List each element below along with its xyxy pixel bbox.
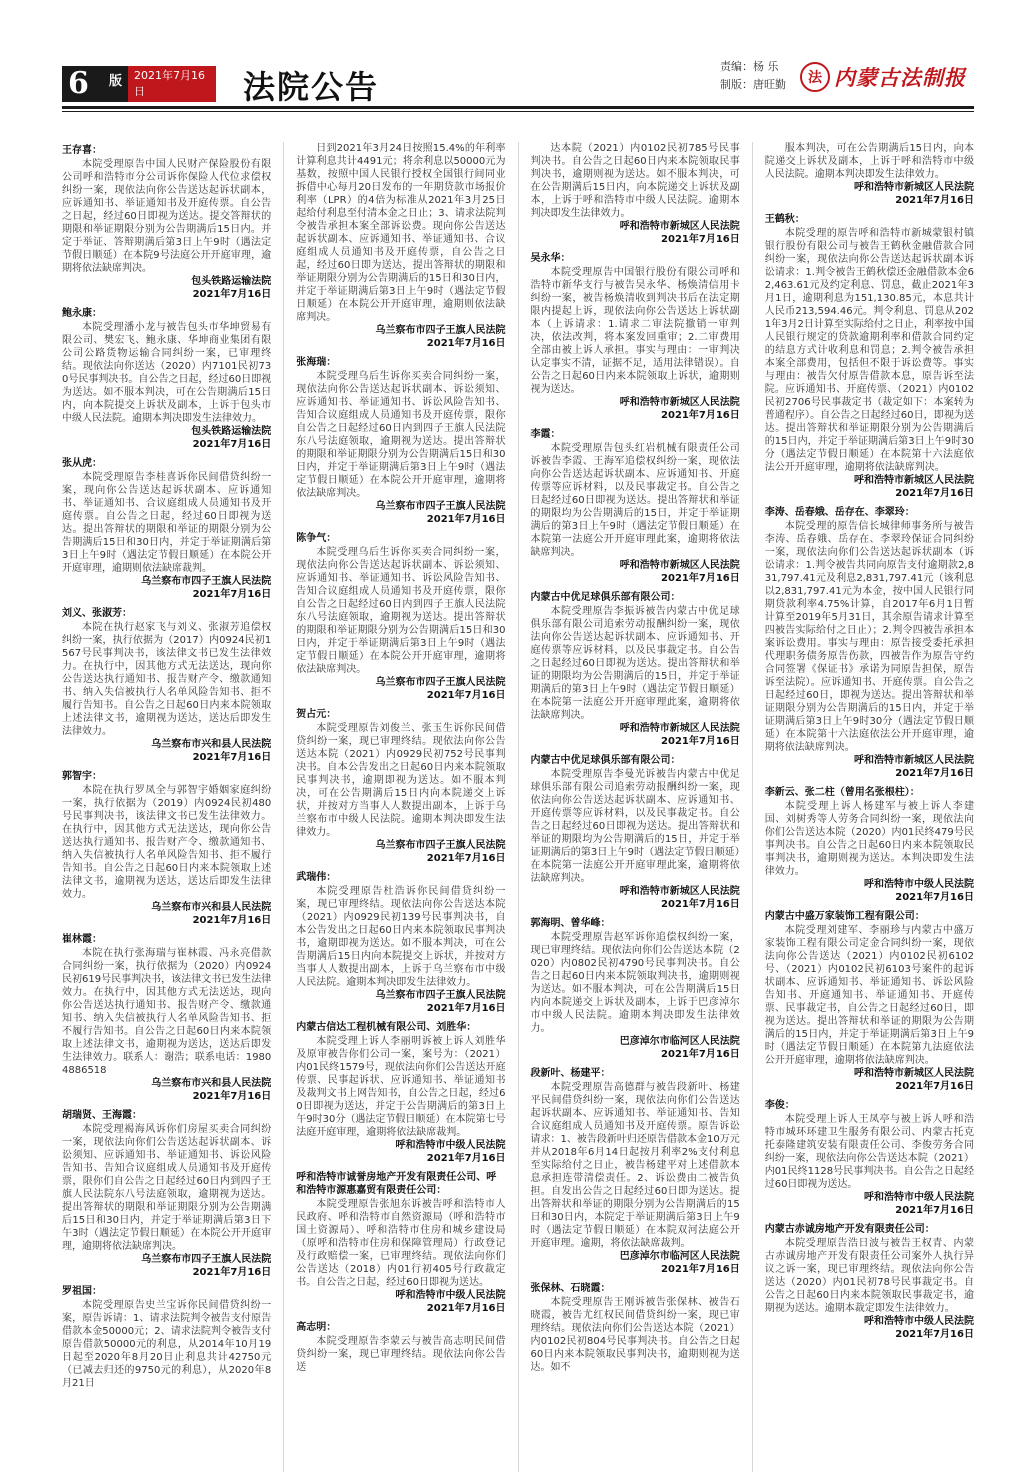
notice-court: 呼和浩特市新城区人民法院: [853, 182, 974, 193]
notice-addressee: 内蒙古中盛万家装饰工程有限公司：: [764, 911, 925, 922]
notice-date: 2021年7月16日: [895, 488, 974, 499]
notice-court: 呼和浩特市新城区人民法院: [619, 221, 740, 232]
notice-item: [530, 428, 739, 585]
notice-addressee: 鲍永康：: [62, 308, 102, 319]
notice-item: [530, 591, 739, 748]
notice-court: 呼和浩特市新城区人民法院: [853, 755, 974, 766]
notice-date: 2021年7月16日: [895, 1081, 974, 1092]
notice-item: [765, 213, 974, 500]
notice-addressee: 内蒙古信达工程机械有限公司、刘胜华：: [296, 1022, 477, 1033]
notice-date: 2021年7月16日: [661, 1264, 740, 1275]
notice-date: 2021年7月16日: [661, 573, 740, 584]
notice-court: 呼和浩特市中级人民法院: [395, 1290, 506, 1301]
notice-item: [765, 142, 974, 207]
issue-date-box: [128, 66, 216, 102]
column-separator: [283, 142, 284, 1472]
notice-item: [765, 786, 974, 904]
notice-item: [296, 532, 505, 702]
notice-item: [530, 1067, 739, 1276]
notice-body: 本院受理原告李曼光诉被告内蒙古中优足球俱乐部有限公司追索劳动报酬纠纷一案，现依法向你公告送达起诉状副本、应诉通知书、开庭传票等应诉材料，以及民事裁定书。自公告之日起经过60日即视为送达。提出答辩状和举证的期限均为公告期满后的15日，并定于举证期满后的第3日上午9时（遇法定节假日顺延）在本院第一法庭公开开庭审理此案，逾期将依法缺席判决。: [530, 769, 740, 884]
notice-item: [765, 1223, 974, 1341]
notice-addressee: 李俊：: [764, 1100, 795, 1111]
notice-body: 本院在执行罗凤全与郭智宇婚姻家庭纠纷一案，执行依据为（2019）内0924民初480号民事判决书，该法律文书已发生法律效力。在执行中，因其他方式无法送达，现向你公告送达执行通知书、报告财产令、缴款通知书、纳入失信被执行人名单风险告知书、拒不履行告知书。自公告之日起60日内来本院领取上述法律文书，逾期视为送达，送达后即发生法律效力。: [62, 785, 272, 900]
notice-date: 2021年7月16日: [426, 690, 506, 701]
notice-body: 本院受理原告史兰宝诉你民间借贷纠纷一案，原告诉请：1、请求法院判令被告支付原告借款本金50000元；2、请求法院判令被告支付原告借款50000元的利息，从2014年10月19日起至2020年8月20日止利息共计42750元（已减去归还的9750元的利息），从2020年8月21日: [62, 1300, 272, 1389]
notice-date: 2021年7月16日: [895, 1329, 974, 1340]
notice-court: 呼和浩特市新城区人民法院: [619, 397, 740, 408]
notice-addressee: 张保林、石晓霞：: [530, 1283, 611, 1294]
notice-date: 2021年7月16日: [426, 514, 506, 525]
notice-court: 呼和浩特市中级人民法院: [863, 1192, 974, 1203]
notice-court: 呼和浩特市新城区人民法院: [619, 886, 740, 897]
notice-item: [530, 1282, 739, 1374]
notice-court: 巴彦淖尔市临河区人民法院: [619, 1251, 740, 1262]
notice-addressee: 李新云、张二柱（曾用名张根柱）：: [764, 787, 920, 798]
notice-date: 2021年7月16日: [192, 439, 272, 450]
notice-column: [62, 142, 271, 1472]
notice-body: 本院受理原告李桂喜诉你民间借贷纠纷一案，现向你公告送达起诉状副本、应诉通知书、举证通知书、合议庭组成人员通知书及开庭传票。自公告之日起，经过60日即视为送达。提出答辩状的期限和举证的期限分别为公告期满后15日和30日内，并定于举证期满后第3日上午9时（遇法定节假日顺延）在本院公开开庭审理，逾期则依法缺席裁判。: [62, 472, 272, 574]
notice-body: 本院受理原告刘俊兰、张玉生诉你民间借贷纠纷一案，现已审理终结。现依法向你公告送达本院（2021）内0929民初752号民事判决书。自本公告发出之日起60日内来本院领取民事判决书，逾期即视为送达。如不服本判决，可在公告期满后15日内向本院递交上诉状，并按对方当事人人数提出副本，上诉于乌兰察布市中级人民法院。逾期本判决即发生法律效力。: [296, 723, 506, 838]
editor: 责编：杨 乐: [720, 60, 779, 73]
notice-body: 本院受理原告中国人民财产保险股份有限公司呼和浩特市分公司诉你保险人代位求偿权纠纷一案，现依法向你公告送达起诉状副本，应诉通知书、举证通知书及开庭传票。自公告之日起，经过60日即视为送达。提交答辩状的期限和举证期限分别为公告期满后15日内。并定于举证、答辩期满后第3日上午9时（遇法定节假日顺延）在本院9号法庭公开开庭审理，逾期将依法缺席判决。: [62, 159, 272, 274]
notice-addressee: 呼和浩特市诚誉房地产开发有限责任公司、呼和浩特市源惠嘉贸有限责任公司：: [296, 1172, 497, 1196]
notice-date: 2021年7月16日: [426, 1003, 506, 1014]
notice-item: [296, 142, 505, 350]
notice-item: [62, 1285, 271, 1390]
notice-court: 呼和浩特市新城区人民法院: [853, 1068, 974, 1079]
notice-date: 2021年7月16日: [895, 768, 974, 779]
notice-body: 日到2021年3月24日按照15.4%的年利率计算利息共计4491元；将余利息以50000元为基数，按照中国人民银行授权全国银行间同业拆借中心每月20日发布的一年期贷款市场报价利率（LPR）的4倍为标准从2021年3月25日起给付利息至付清本金之日止；3、请求法院判令被告承担本案全部诉讼费。现向你公告送达起诉状副本、应诉通知书、举证通知书、合议庭组成人员通知书及开庭传票，自公告之日起，经过60日即为送达，提出答辩状的期限和举证期限分别为公告期满后的15日和30日内，并定于举证期满后第3日上午9时（遇法定节假日顺延）在本院公开开庭审理，逾期则依法缺席判决。: [296, 143, 506, 323]
notice-court: 乌兰察布市四子王旗人民法院: [375, 990, 506, 1001]
notice-court: 呼和浩特市新城区人民法院: [619, 560, 740, 571]
column-separator: [518, 142, 519, 1472]
notice-court: 包头铁路运输法院: [191, 426, 272, 437]
masthead: [0, 0, 1024, 130]
notice-court: 乌兰察布市四子王旗人民法院: [141, 1254, 272, 1265]
notice-item: [62, 607, 271, 764]
notice-item: [530, 917, 739, 1061]
notice-date: 2021年7月16日: [661, 899, 740, 910]
notice-addressee: 郭智宇：: [62, 771, 102, 782]
notice-body: 本院受理原告中国银行股份有限公司呼和浩特市新华支行与被告吴永华、杨焕清信用卡纠纷一案，被告杨焕清收到判决书后在法定期限内提起上诉，现依法向你公告送达上诉状副本（上诉请求：1.请求二审法院撤销一审判决，依法改判，将本案发回重审；2.二审费用全部由被上诉人承担。事实与理由：一审判决认定事实不清，证据不足，适用法律错误）。自公告之日起60日内来本院领取上诉状，逾期则视为送达。: [530, 267, 740, 395]
notice-court: 乌兰察布市四子王旗人民法院: [375, 677, 506, 688]
notice-date: 2021年7月16日: [426, 1303, 506, 1314]
notice-date: 2021年7月16日: [192, 589, 272, 600]
notice-body: 本院受理原告李振诉被告内蒙古中优足球俱乐部有限公司追索劳动报酬纠纷一案，现依法向你公告送达起诉状副本、应诉通知书、开庭传票等应诉材料，以及民事裁定书。自公告之日起经过60日即视为送达。提出答辩状和举证的期限均为公告期满后的15日，并定于举证期满后的第3日上午9时（遇法定节假日顺延）在本院第一法庭公开开庭审理此案，逾期将依法缺席判决。: [530, 606, 740, 721]
notice-addressee: 高志明：: [296, 1322, 337, 1333]
notice-item: [530, 754, 739, 911]
notice-addressee: 张从虎：: [62, 458, 102, 469]
notice-court: 巴彦淖尔市临河区人民法院: [619, 1036, 740, 1047]
notice-body: 本院受理褐海风诉你们房屋买卖合同纠纷一案，现依法向你们公告送达起诉状副本、诉讼须知、应诉通知书、举证通知书、诉讼风险告知书、告知合议庭组成人员通知书及开庭传票，限你们自公告之日起经过60日内到四子王旗人民法院东八号法庭领取，逾期视为送达。提出答辩状的期限和举证期限分别为公告期满后15日和30日内，并定于举证期满后第3日下午3时（遇法定节假日顺延）在本院公开开庭审理，逾期将依法缺席判决。: [62, 1124, 272, 1252]
notice-court: 呼和浩特市中级人民法院: [863, 879, 974, 890]
notice-item: [530, 252, 739, 422]
notice-column: [296, 142, 505, 1472]
section-title: 法院公告: [243, 68, 380, 106]
notice-date: 2021年7月16日: [661, 1049, 740, 1060]
notice-item: [62, 933, 271, 1103]
notice-body: 本院受理刘建军、李丽珍与内蒙古中盛万家装饰工程有限公司定金合同纠纷一案，现依法向你公告送达（2021）内0102民初6102号、（2021）内0102民初6103号案件的起诉状副本、应诉通知书、举证通知书、诉讼风险告知书、开庭通知书、举证通知书、开庭传票、民事裁定书，自公告之日起经过60日，即视为送达。提出答辩状和举证的期限为公告期满后的15日内，并定于举证期满后第3日上午9时（遇法定节假日顺延）在本院第九法庭依法公开开庭审理，逾期将依法缺席判决。: [764, 925, 974, 1066]
notice-body: 本院受理潘小龙与被告包头市华坤贸易有限公司、樊宏飞、鲍永康、华坤商业集团有限公司公路货物运输合同纠纷一案，已审理终结。现依法向你送达（2020）内7101民初730号民事判决书。自公告之日起，经过60日即视为送达。如不服本判决，可在公告期满后15日内，向本院提交上诉状及副本，上诉于包头市中级人民法院。逾期本判决即发生法律效力。: [62, 322, 272, 424]
notice-body: 服本判决，可在公告期满后15日内，向本院递交上诉状及副本，上诉于呼和浩特市中级人民法院。逾期本判决即发生法律效力。: [764, 143, 974, 180]
notice-addressee: 王存喜：: [62, 145, 102, 156]
notice-body: 本院受理上诉人李丽明诉被上诉人刘胜华及原审被告你们公司一案，案号为：（2021）内01民终1579号，现依法向你们公告送达开庭传票、民事起诉状、应诉通知书、举证通知书及裁判文书上网告知书，自公告之日起，经过60日即视为送达，并定于公告期满后的第3日上午9时30分（遇法定节假日顺延）在本院第七号法庭开庭审理，逾期将依法缺席裁判。: [296, 1036, 506, 1138]
notice-item: [296, 1021, 505, 1165]
notice-date: 2021年7月16日: [192, 915, 272, 926]
notice-court: 乌兰察布市兴和县人民法院: [151, 1078, 272, 1089]
notice-date: 2021年7月16日: [661, 736, 740, 747]
notice-item: [296, 708, 505, 865]
notice-court: 呼和浩特市中级人民法院: [395, 1140, 506, 1151]
notice-body: 本院受理上诉人王凤亭与被上诉人呼和浩特市城环环建卫生服务有限公司、内蒙古托克托泰隆建筑安装有限责任公司、李俊劳务合同纠纷一案，现依法向你公告送达本院（2021）内01民终1128号民事判决书。自公告之日起经过60日即视为送达。: [764, 1114, 974, 1190]
notice-addressee: 胡瑞贤、王海霞：: [62, 1110, 142, 1121]
notice-body: 本院受理原告浩日波与被告王权青、内蒙古赤诚房地产开发有限责任公司案外人执行异议之诉一案，现已审理终结。现依法向你公告送达（2020）内01民初78号民事裁定书。自公告之日起60日内来本院领取民事裁定书，逾期视为送达。逾期本裁定即发生法律效力。: [764, 1238, 974, 1314]
notice-addressee: 陈争气：: [296, 533, 337, 544]
notice-body: 达本院（2021）内0102民初785号民事判决书。自公告之日起60日内来本院领取民事判决书，逾期则视为送达。如不服本判决，可在公告期满后15日内，向本院递交上诉状及副本，上诉于呼和浩特市中级人民法院。逾期本判决即发生法律效力。: [530, 143, 740, 219]
notice-date: 2021年7月16日: [426, 853, 506, 864]
notice-addressee: 贺占元：: [296, 709, 337, 720]
notice-item: [765, 1099, 974, 1217]
notice-body: 本院受理原告杜浩诉你民间借贷纠纷一案，现已审理终结。现依法向你公告送达本院（2021）内0929民初139号民事判决书，自本公告发出之日起60日内来本院领取民事判决书，逾期即视为送达。如不服本判决，可在公告期满后15日内向本院提交上诉状，并按对方当事人人数提出副本，上诉于乌兰察布市中级人民法院。逾期本判决即发生法律效力。: [296, 886, 506, 988]
notice-addressee: 李霞：: [530, 429, 561, 440]
notice-addressee: 王鹤秋：: [764, 214, 805, 225]
notice-item: [62, 770, 271, 927]
notice-body: 本院受理乌后生诉你买卖合同纠纷一案，现依法向你公告送达起诉状副本、诉讼须知、应诉通知书、举证通知书、诉讼风险告知书、告知合议庭组成人员通知书及开庭传票，限你自公告之日起经过60日内到四子王旗人民法院东八号法庭领取，逾期视为送达。提出答辩状的期限和举证期限分别为公告期满后15日和30日内，并定于举证期满后第3日上午9时（遇法定节假日顺延）在本院公开开庭审理，逾期将依法缺席判决。: [296, 547, 506, 675]
notice-date: 2021年7月16日: [895, 892, 974, 903]
notice-body: 本院受理上诉人杨建军与被上诉人李建国、刘树秀等人劳务合同纠纷一案，现依法向你们公告送达本院（2020）内01民终479号民事判决书。自公告之日起60日内来本院领取民事判决书，逾期则视为送达。本判决即发生法律效力。: [764, 801, 974, 877]
notice-item: [765, 910, 974, 1093]
notice-body: 本院受理原告包头红岩机械有限责任公司诉被告李霞、王海军追偿权纠纷一案，现依法向你公告送达起诉状副本、应诉通知书、开庭传票等应诉材料，以及民事裁定书。自公告之日起经过60日即视为送达。提出答辩状和举证的期限均为公告期满后的15日，并定于举证期满后的第3日上午9时（遇法定节假日顺延）在本院第一法庭公开开庭审理此案，逾期将依法缺席判决。: [530, 443, 740, 558]
notice-item: [62, 144, 271, 301]
notice-court: 包头铁路运输法院: [191, 276, 272, 287]
issue-date: 2021年7月16日: [134, 69, 205, 98]
notice-body: 本院受理的原告呼和浩特市新城蒙银村镇银行股份有限公司与被告王鹤秋金融借款合同纠纷一案，现依法向你公告送达起诉状副本诉讼请求：1.判令被告王鹤秋偿还金融借款本金62,463.61元及约定利息、罚息，截止2021年3月1日，逾期利息为151,130.85元，本息共计人民币213,594.46元。判令利息、罚息从2021年3月2日计算至实际给付之日止，利率按中国人民银行规定的贷款逾期利率和借款合同约定的结息方式计收利息和罚息；2.判令被告承担本案全部费用，包括但不限于诉讼费等。事实与理由：被告欠付原告借款本息，原告诉至法院。应诉通知书、开庭传票、（2021）内0102民初2706号民事裁定书（裁定如下：本案转为普通程序）。自公告之日起经过60日，即视为送达。提出答辩状和举证期限分别为公告期满后的15日内，并定于举证期满后第3日上午9时30分（遇法定节假日顺延）在本院第十六法庭依法公开开庭审理，逾期将依法缺席判决。: [764, 228, 974, 473]
notice-court: 呼和浩特市新城区人民法院: [853, 475, 974, 486]
notice-date: 2021年7月16日: [661, 410, 740, 421]
notice-body: 本院受理乌后生诉你买卖合同纠纷一案，现依法向你公告送达起诉状副本、诉讼须知、应诉通知书、举证通知书、诉讼风险告知书、告知合议庭组成人员通知书及开庭传票，限你自公告之日起经过60日内到四子王旗人民法院东八号法庭领取，逾期视为送达。提出答辩状的期限和举证期限分别为公告期满后15日和30日内，并定于举证期满后第3日上午9时（遇法定节假日顺延）在本院公开开庭审理，逾期将依法缺席判决。: [296, 371, 506, 499]
notice-item: [62, 1109, 271, 1279]
notice-court: 乌兰察布市四子王旗人民法院: [375, 325, 506, 336]
notice-court: 乌兰察布市兴和县人民法院: [151, 902, 272, 913]
notice-addressee: 段新叶、杨建平：: [530, 1068, 611, 1079]
notice-column: [530, 142, 739, 1472]
notice-item: [296, 1171, 505, 1315]
notice-body: 本院在执行张海瑞与崔林霞、冯永亮借款合同纠纷一案，执行依据为（2020）内0924民初619号民事判决书，该法律文书已发生法律效力。在执行中，因其他方式无法送达，现向你公告送达执行通知书、报告财产令、缴款通知书、纳入失信被执行人名单风险告知书、拒不履行告知书。自公告之日起60日内来本院领取上述法律文书，逾期视为送达，送达后即发生法律效力。联系人：谢浩；联系电话：19804886518: [62, 948, 272, 1076]
notice-date: 2021年7月16日: [426, 1153, 506, 1164]
header-rule-thick: [62, 106, 974, 109]
producer: 制版：唐旺勤: [720, 78, 786, 91]
notice-addressee: 张海瑞：: [296, 357, 337, 368]
notice-date: 2021年7月16日: [192, 1267, 272, 1278]
notice-body: 本院在执行赵家飞与刘义、张淑芳追偿权纠纷一案，执行依据为（2017）内0924民初1567号民事判决书，该法律文书已发生法律效力。在执行中，因其他方式无法送达，现向你公告送达执行通知书、报告财产令、缴款通知书、纳入失信被执行人名单风险告知书、拒不履行告知书。自公告之日起60日内来本院领取上述法律文书，逾期视为送达，送达后即发生法律效力。: [62, 622, 272, 737]
notice-body: 本院受理原告张旭东诉被告呼和浩特市人民政府、呼和浩特市自然资源局（呼和浩特市国土资源局）、呼和浩特市住房和城乡建设局（原呼和浩特市住房和保障管理局）行政登记及行政赔偿一案，已审理终结。现依法向你们公告送达（2018）内01行初405号行政裁定书。自公告之日起，经过60日即视为送达。: [296, 1199, 506, 1288]
notice-addressee: 罗祖国：: [62, 1286, 102, 1297]
notice-addressee: 内蒙古中优足球俱乐部有限公司：: [530, 592, 681, 603]
notice-date: 2021年7月16日: [895, 1205, 974, 1216]
notice-date: 2021年7月16日: [895, 195, 974, 206]
notice-court: 乌兰察布市四子王旗人民法院: [141, 576, 272, 587]
notice-item: [296, 871, 505, 1015]
notice-addressee: 崔林霞：: [62, 934, 102, 945]
brand-name: 内蒙古法制报: [834, 65, 966, 90]
notice-column: [765, 142, 974, 1472]
newspaper-brand: [800, 60, 990, 94]
notice-court: 乌兰察布市四子王旗人民法院: [375, 840, 506, 851]
notice-court: 乌兰察布市兴和县人民法院: [151, 739, 272, 750]
page-suffix: 版: [108, 74, 122, 89]
notice-body: 本院受理原告赵军诉你追偿权纠纷一案，现已审理终结。现依法向你们公告送达本院（2020）内0802民初4790号民事判决书。自公告之日起60日内来本院领取判决书，逾期则视为送达。如不服本判决，可在公告期满后15日内向本院递交上诉状及副本，上诉于巴彦淖尔市中级人民法院。逾期本判决即发生法律效力。: [530, 932, 740, 1034]
header-rule-thin: [62, 111, 974, 112]
notice-date: 2021年7月16日: [192, 1091, 272, 1102]
notice-date: 2021年7月16日: [426, 338, 506, 349]
notice-body: 本院受理原告王刚诉被告张保林、被告石晓霞，被告尤红权民间借贷纠纷一案，现已审理终结。现依法向你们公告送达本院（2021）内0102民初804号民事判决书。自公告之日起60日内来本院领取民事判决书，逾期则视为送达。如不: [530, 1297, 740, 1373]
editor-credits: [720, 58, 786, 94]
notice-court: 乌兰察布市四子王旗人民法院: [375, 501, 506, 512]
notice-date: 2021年7月16日: [192, 289, 272, 300]
page-number: 6: [68, 66, 89, 101]
notice-body: 本院受理原告李蒙云与被告高志明民间借贷纠纷一案，现已审理终结。现依法向你公告送: [296, 1336, 506, 1373]
notice-addressee: 李涛、岳春娥、岳存在、李翠玲：: [764, 507, 915, 518]
notice-addressee: 郭海明、曾华峰：: [530, 918, 611, 929]
column-separator: [752, 142, 753, 1472]
notice-item: [296, 356, 505, 526]
notice-addressee: 内蒙古中优足球俱乐部有限公司：: [530, 755, 681, 766]
notice-item: [62, 307, 271, 451]
notice-item: [296, 1321, 505, 1374]
notice-body: 本院受理的原告信长城律师事务所与被告李涛、岳春娥、岳存在、李翠玲保证合同纠纷一案，现依法向你们公告送达起诉状副本（诉讼请求：1.判令被告共同向原告支付逾期款2,831,797.41元及利息2,831,797.41元（该利息以2,831,797.41元为本金，按中国人民银行同期贷款利率4.75%计算，自2017年6月1日暂计算至2019年5月31日，其余原告请求计算至四被告实际给付之日止）；2.判令四被告承担本案诉讼费用。事实与理由：原告接受委托承担代理职务债务原告伤款，四被告作为原告守约合同签署《保证书》承诺为同原告担保，原告诉至法院）。应诉通知书、开庭传票。自公告之日起经过60日，即视为送达。提出答辩状和举证期限分别为公告期满后的15日内，并定于举证期满后第3日上午9时30分（遇法定节假日顺延）在本院第十六法庭依法公开开庭审理，逾期将依法缺席判决。: [764, 521, 974, 753]
notice-addressee: 吴永华：: [530, 253, 571, 264]
notice-court: 呼和浩特市中级人民法院: [863, 1316, 974, 1327]
notice-addressee: 武瑞伟：: [296, 872, 337, 883]
notice-item: [62, 457, 271, 601]
brand-emblem-icon: 法: [800, 62, 830, 92]
notice-body: 本院受理原告高德群与被告段新叶、杨建平民间借贷纠纷一案，现依法向你们公告送达起诉状副本、应诉通知书、举证通知书、告知合议庭组成人员通知书及开庭传票。原告诉讼请求：1、被告段新叶归还原告借款本金10万元并从2018年6月14日起按月利率2%支付利息至实际给付之日止，被告杨建平对上述借款本息承担连带清偿责任。2、诉讼费由二被告负担。自发出公告之日起经过60日即为送达。提出答辩状和举证的期限分别为公告期满后的15日和30日内，本院定于举证期满后第3日上午9时（遇法定节假日顺延）在本院双河法庭公开开庭审理。逾期，将依法缺席裁判。: [530, 1082, 740, 1249]
page-number-box: [62, 66, 128, 102]
notice-date: 2021年7月16日: [661, 234, 740, 245]
notice-item: [530, 142, 739, 246]
notice-columns: [62, 142, 974, 1472]
notice-addressee: 内蒙古赤诚房地产开发有限责任公司：: [764, 1224, 935, 1235]
notice-addressee: 刘义、张淑芳：: [62, 608, 132, 619]
notice-court: 呼和浩特市新城区人民法院: [619, 723, 740, 734]
notice-item: [765, 506, 974, 780]
notice-date: 2021年7月16日: [192, 752, 272, 763]
